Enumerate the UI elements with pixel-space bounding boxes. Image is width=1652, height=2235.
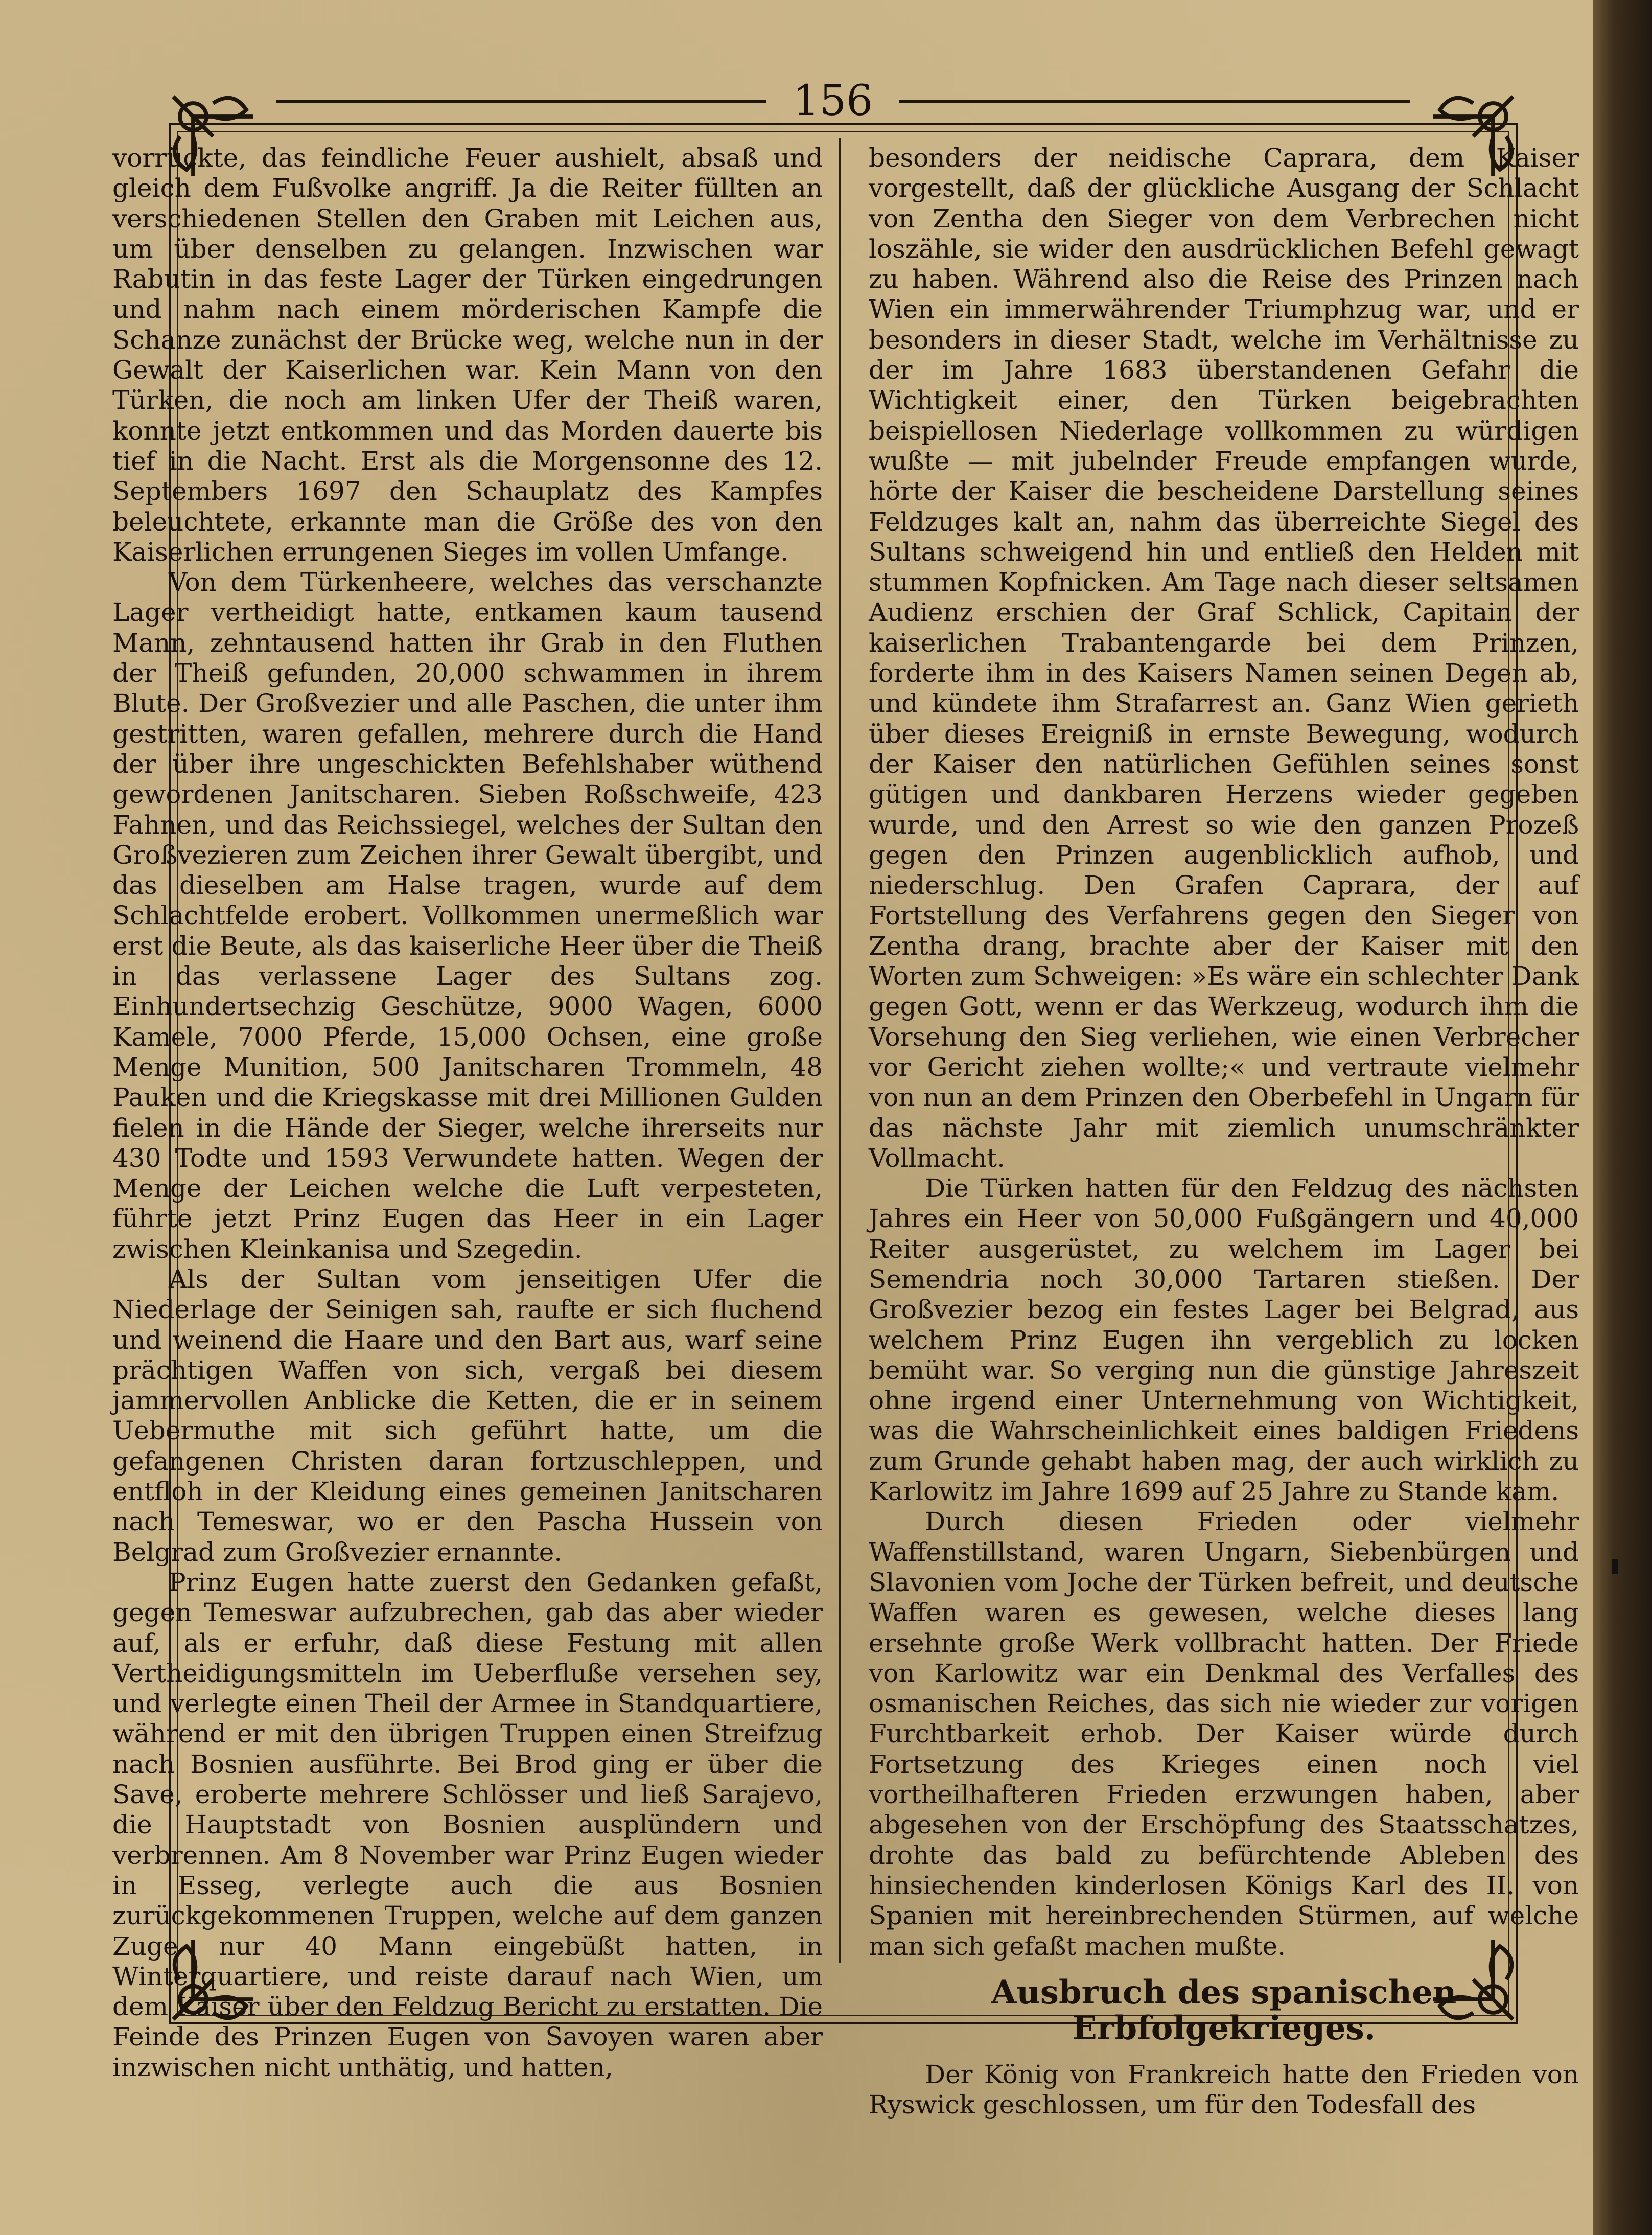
page-number: 156 xyxy=(793,77,873,125)
book-spine xyxy=(1593,0,1652,2235)
left-column xyxy=(112,143,823,2083)
paragraph: Prinz Eugen hatte zuerst den Gedanken gefaßt, gegen Temeswar aufzubrechen, gab das aber wieder auf, als er erfuhr, daß diese Festung mit allen Vertheidigungsmitteln im Ueberfluße versehen sey, und verlegte einen Theil der Armee in Standquartiere, während er mit den übrigen Truppen einen Streifzug nach Bosnien ausführte. Bei Brod ging er über die Save, eroberte mehrere Schlösser und ließ Sarajevo, die Hauptstadt von Bosnien ausplündern und verbrennen. Am 8 November war Prinz Eugen wieder in Esseg, verlegte auch die aus Bosnien zurückgekommenen Truppen, welche auf dem ganzen Zuge nur 40 Mann eingebüßt hatten, in Winterquartiere, und reiste darauf nach Wien, um dem Kaiser über den Feldzug Bericht zu erstatten. Die Feinde des Prinzen Eugen von Savoyen waren aber inzwischen nicht unthätig, und hatten, xyxy=(112,1567,823,2082)
paragraph: Die Türken hatten für den Feldzug des nächsten Jahres ein Heer von 50,000 Fußgängern und 40,000 Reiter ausgerüstet, zu welchem im Lager bei Semendria noch 30,000 Tartaren stießen. Der Großvezier bezog ein festes Lager bei Belgrad, aus welchem Prinz Eugen ihn vergeblich zu locken bemüht war. So verging nun die günstige Jahreszeit ohne irgend einer Unternehmung von Wichtigkeit, was die Wahrscheinlichkeit eines baldigen Friedens zum Grunde gehabt haben mag, der auch wirklich zu Karlowitz im Jahre 1699 auf 25 Jahre zu Stande kam. xyxy=(869,1173,1579,1507)
paragraph: Durch diesen Frieden oder vielmehr Waffenstillstand, waren Ungarn, Siebenbürgen und Slavonien vom Joche der Türken befreit, und deutsche Waffen waren es gewesen, welche dieses lang ersehnte große Werk vollbracht hatten. Der Friede von Karlowitz war ein Denkmal des Verfalles des osmanischen Reiches, das sich nie wieder zur vorigen Furchtbarkeit erhob. Der Kaiser würde durch Fortsetzung des Krieges einen noch viel vortheilhafteren Frieden erzwungen haben, aber abgesehen von der Erschöpfung des Staatsschatzes, drohte das bald zu befürchtende Ableben des hinsiechenden kinderlosen Königs Karl des II. von Spanien mit hereinbrechenden Stürmen, auf welche man sich gefaßt machen mußte. xyxy=(869,1507,1579,1961)
column-divider xyxy=(839,138,841,1963)
section-heading: Ausbruch des spanischen Erbfolgekrieges. xyxy=(991,1973,1457,2047)
page-edge-mark xyxy=(1612,1559,1618,1574)
paragraph: besonders der neidische Caprara, dem Kaiser vorgestellt, daß der glückliche Ausgang der Schlacht von Zentha den Sieger von dem Verbrechen nicht loszähle, sie wider den ausdrücklichen Befehl gewagt zu haben. Während also die Reise des Prinzen nach Wien ein immerwährender Triumphzug war, und er besonders in dieser Stadt, welche im Verhältnisse zu der im Jahre 1683 überstandenen Gefahr die Wichtigkeit einer, den Türken beigebrachten beispiellosen Niederlage vollkommen zu würdigen wußte — mit jubelnder Freude empfangen wurde, hörte der Kaiser die bescheidene Darstellung seines Feldzuges kalt an, nahm das überreichte Siegel des Sultans schweigend hin und entließ den Helden mit stummen Kopfnicken. Am Tage nach dieser seltsamen Audienz erschien der Graf Schlick, Capitain der kaiserlichen Trabantengarde bei dem Prinzen, forderte ihm in des Kaisers Namen seinen Degen ab, und kündete ihm Strafarrest an. Ganz Wien gerieth über dieses Ereigniß in ernste Bewegung, wodurch der Kaiser den natürlichen Gefühlen seines sonst gütigen und dankbaren Herzens wieder gegeben wurde, und den Arrest so wie den ganzen Prozeß gegen den Prinzen augenblicklich aufhob, und niederschlug. Den Grafen Caprara, der auf Fortstellung des Verfahrens gegen den Sieger von Zentha drang, brachte aber der Kaiser mit den Worten zum Schweigen: »Es wäre ein schlechter Dank gegen Gott, wenn er das Werkzeug, wodurch ihm die Vorsehung den Sieg verliehen, wie einen Verbrecher vor Gericht ziehen wollte;« und vertraute vielmehr von nun an dem Prinzen den Oberbefehl in Ungarn für das nächste Jahr mit ziemlich unumschränkter Vollmacht. xyxy=(869,143,1579,1173)
right-column xyxy=(869,143,1579,2120)
paragraph: Der König von Frankreich hatte den Frieden von Ryswick geschlossen, um für den Todesfall des xyxy=(869,2059,1579,2120)
paragraph: vorrückte, das feindliche Feuer aushielt, absaß und gleich dem Fußvolke angriff. Ja die Reiter füllten an verschiedenen Stellen den Graben mit Leichen aus, um über denselben zu gelangen. Inzwischen war Rabutin in das feste Lager der Türken eingedrungen und nahm nach einem mörderischen Kampfe die Schanze zunächst der Brücke weg, welche nun in der Gewalt der Kaiserlichen war. Kein Mann von den Türken, die noch am linken Ufer der Theiß waren, konnte jetzt entkommen und das Morden dauerte bis tief in die Nacht. Erst als die Morgensonne des 12. Septembers 1697 den Schauplatz des Kampfes beleuchtete, erkannte man die Größe des von den Kaiserlichen errungenen Sieges im vollen Umfange. xyxy=(112,143,823,567)
header-rule-left xyxy=(276,100,766,103)
header-rule-right xyxy=(899,100,1410,103)
paragraph: Als der Sultan vom jenseitigen Ufer die Niederlage der Seinigen sah, raufte er sich fluchend und weinend die Haare und den Bart aus, warf seine prächtigen Waffen von sich, vergaß bei diesem jammervollen Anblicke die Ketten, die er in seinem Uebermuthe mit sich geführt hatte, um die gefangenen Christen daran fortzuschleppen, und entfloh in der Kleidung eines gemeinen Janitscharen nach Temeswar, wo er den Pascha Hussein von Belgrad zum Großvezier ernannte. xyxy=(112,1264,823,1567)
paragraph: Von dem Türkenheere, welches das verschanzte Lager vertheidigt hatte, entkamen kaum tausend Mann, zehntausend hatten ihr Grab in den Fluthen der Theiß gefunden, 20,000 schwammen in ihrem Blute. Der Großvezier und alle Paschen, die unter ihm gestritten, waren gefallen, mehrere durch die Hand der über ihre ungeschickten Befehlshaber wüthend gewordenen Janitscharen. Sieben Roßschweife, 423 Fahnen, und das Reichssiegel, welches der Sultan den Großvezieren zum Zeichen ihrer Gewalt übergibt, und das dieselben am Halse tragen, wurde auf dem Schlachtfelde erobert. Vollkommen unermeßlich war erst die Beute, als das kaiserliche Heer über die Theiß in das verlassene Lager des Sultans zog. Einhundertsechzig Geschütze, 9000 Wagen, 6000 Kamele, 7000 Pferde, 15,000 Ochsen, eine große Menge Munition, 500 Janitscharen Trommeln, 48 Pauken und die Kriegskasse mit drei Millionen Gulden fielen in die Hände der Sieger, welche ihrerseits nur 430 Todte und 1593 Verwundete hatten. Wegen der Menge der Leichen welche die Luft verpesteten, führte jetzt Prinz Eugen das Heer in ein Lager zwischen Kleinkanisa und Szegedin. xyxy=(112,567,823,1264)
